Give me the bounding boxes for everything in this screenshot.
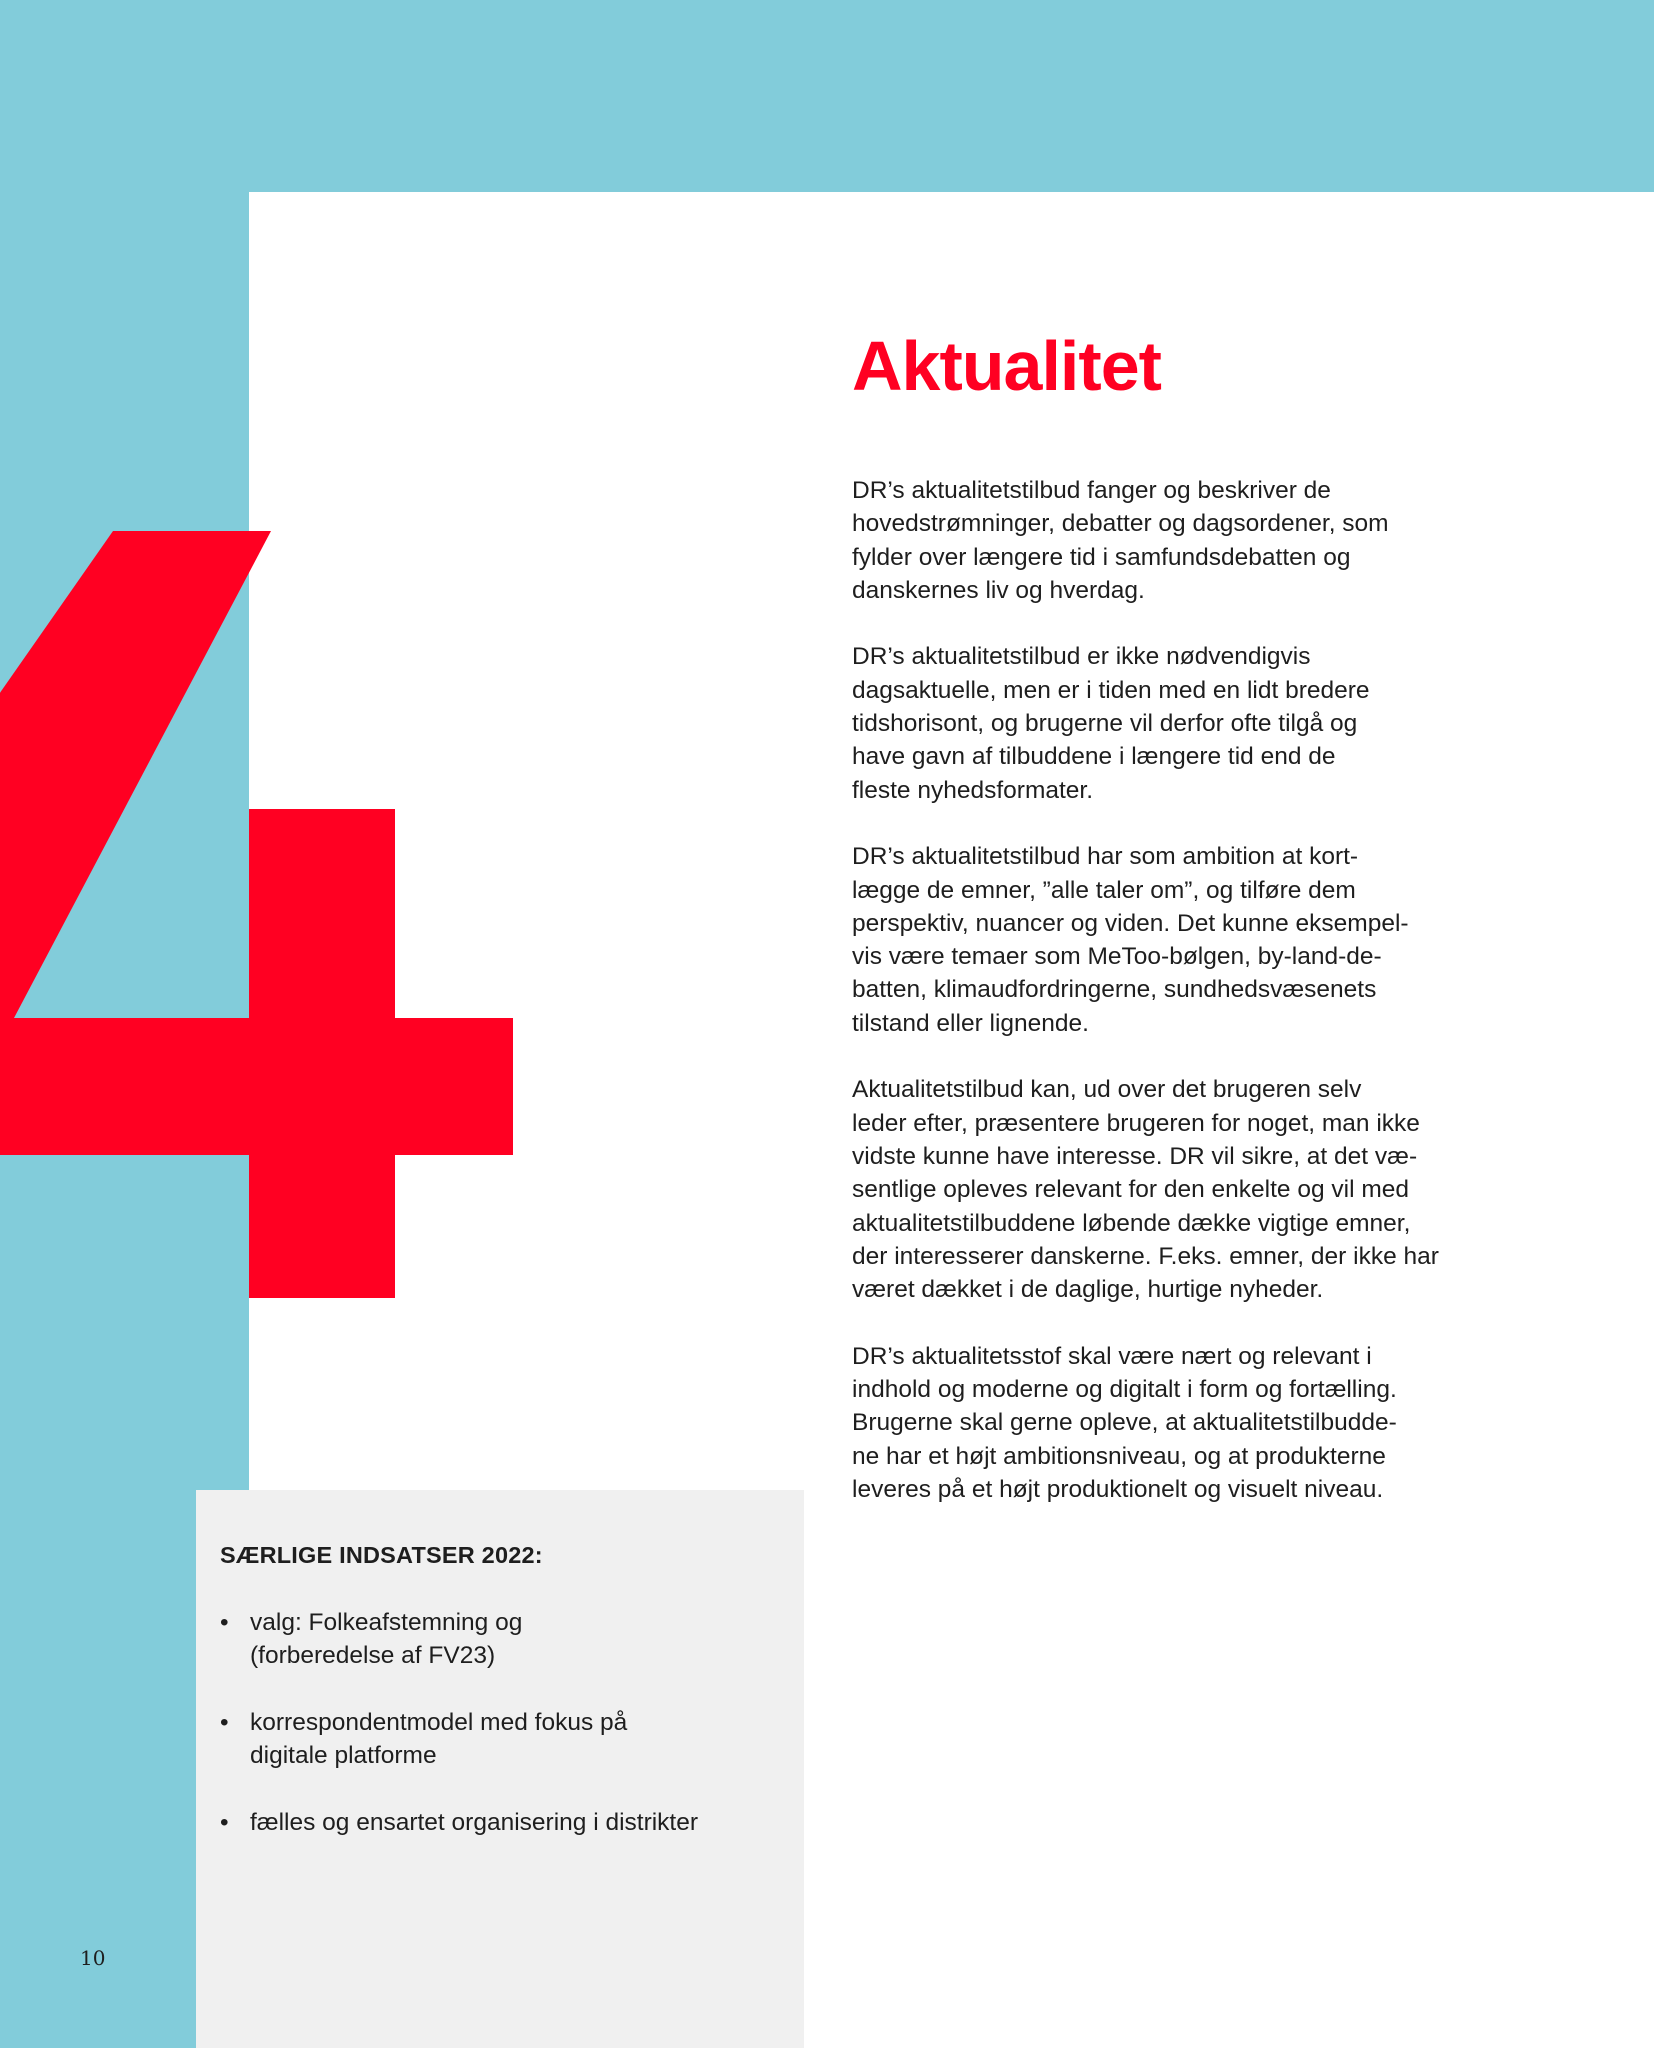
paragraph-line: vis være temaer som MeToo-bølgen, by-land-de-: [852, 943, 1382, 971]
paragraph-line: sentlige opleves relevant for den enkelte og vil med: [852, 1176, 1410, 1204]
list-item: [220, 1706, 698, 1773]
special-efforts-list: [220, 1606, 698, 1872]
list-item-line: (forberedelse af FV23): [250, 1642, 496, 1670]
list-item-line: digitale platforme: [250, 1742, 437, 1770]
paragraph-line: Brugerne skal gerne opleve, at aktualitetstilbudde-: [852, 1409, 1397, 1437]
page-title: Aktualitet: [852, 327, 1161, 405]
list-item: [220, 1806, 698, 1839]
paragraph-line: dagsaktuelle, men er i tiden med en lidt bredere: [852, 676, 1370, 704]
paragraph-line: indhold og moderne og digitalt i form og fortælling.: [852, 1376, 1397, 1404]
paragraph-line: tidshorisont, og brugerne vil derfor ofte tilgå og: [852, 710, 1358, 738]
body-paragraph: [852, 640, 1472, 806]
paragraph-line: DR’s aktualitetsstof skal være nært og relevant i: [852, 1342, 1372, 1370]
paragraph-line: DR’s aktualitetstilbud er ikke nødvendigvis: [852, 643, 1311, 671]
paragraph-line: lægge de emner, ”alle taler om”, og tilføre dem: [852, 876, 1356, 904]
paragraph-line: fleste nyhedsformater.: [852, 776, 1094, 804]
bullet-icon: •: [220, 1808, 229, 1836]
paragraph-line: have gavn af tilbuddene i længere tid end de: [852, 743, 1336, 771]
body-paragraph: [852, 840, 1472, 1040]
paragraph-line: der interesserer danskerne. F.eks. emner, der ikke har: [852, 1242, 1439, 1270]
paragraph-line: hovedstrømninger, debatter og dagsordener, som: [852, 510, 1389, 538]
special-efforts-box: [196, 1490, 804, 2048]
paragraph-line: leveres på et højt produktionelt og visuelt niveau.: [852, 1475, 1384, 1503]
paragraph-line: DR’s aktualitetstilbud har som ambition at kort-: [852, 843, 1359, 871]
list-item: [220, 1606, 698, 1673]
paragraph-line: aktualitetstilbuddene løbende dække vigtige emner,: [852, 1209, 1411, 1237]
page-number: 10: [80, 1946, 106, 1970]
body-paragraph: [852, 474, 1472, 607]
paragraph-line: danskernes liv og hverdag.: [852, 576, 1145, 604]
bullet-icon: •: [220, 1708, 229, 1736]
paragraph-line: ne har et højt ambitionsniveau, og at produkterne: [852, 1442, 1386, 1470]
paragraph-line: DR’s aktualitetstilbud fanger og beskriver de: [852, 477, 1331, 504]
paragraph-line: perspektiv, nuancer og viden. Det kunne eksempel-: [852, 909, 1409, 937]
body-text: [852, 474, 1472, 1540]
paragraph-line: tilstand eller lignende.: [852, 1009, 1089, 1037]
paragraph-line: været dækket i de daglige, hurtige nyheder.: [852, 1276, 1324, 1304]
list-item-line: fælles og ensartet organisering i distrikter: [250, 1808, 699, 1836]
paragraph-line: fylder over længere tid i samfundsdebatten og: [852, 543, 1351, 571]
body-paragraph: [852, 1073, 1472, 1306]
paragraph-line: leder efter, præsentere brugeren for noget, man ikke: [852, 1109, 1420, 1137]
body-paragraph: [852, 1340, 1472, 1506]
chapter-number-diagonal-stroke: [0, 531, 271, 1018]
special-efforts-title: SÆRLIGE INDSATSER 2022:: [220, 1542, 543, 1568]
list-item-line: korrespondentmodel med fokus på: [250, 1708, 628, 1736]
paragraph-line: batten, klimaudfordringerne, sundhedsvæsenets: [852, 976, 1377, 1004]
list-item-line: valg: Folkeafstemning og: [250, 1609, 523, 1636]
bullet-icon: •: [220, 1609, 229, 1636]
paragraph-line: vidste kunne have interesse. DR vil sikre, at det væ-: [852, 1142, 1418, 1170]
paragraph-line: Aktualitetstilbud kan, ud over det brugeren selv: [852, 1076, 1362, 1104]
